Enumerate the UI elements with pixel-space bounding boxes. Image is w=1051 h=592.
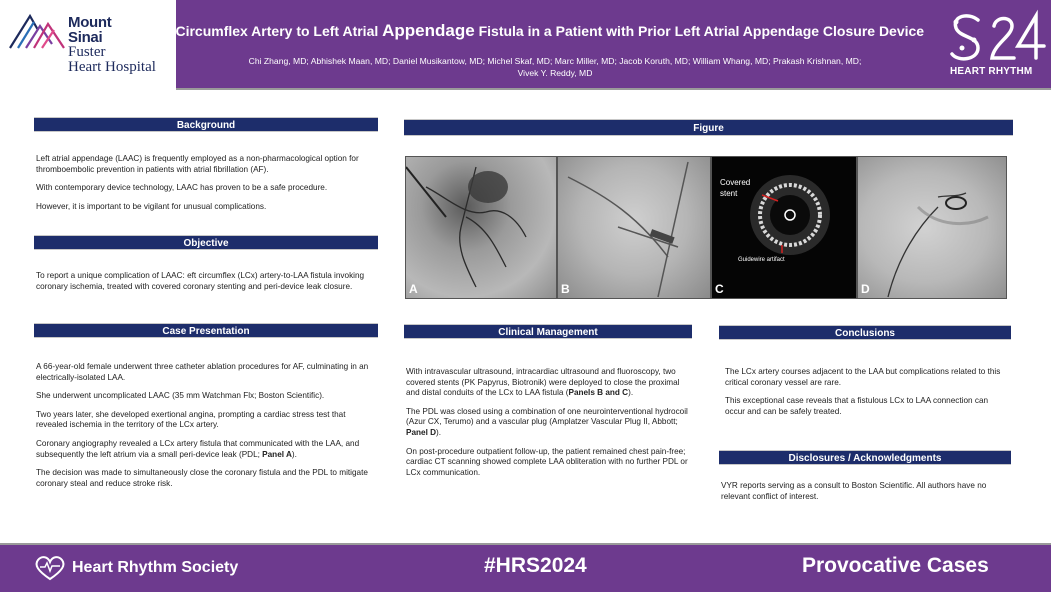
case-p4-text-a: Coronary angiography revealed a LCx artery fistula that communicated with the LAA, and subsequently the left atrium via a small peri-device leak (PDL; (36, 438, 360, 459)
figure-panel-a (405, 156, 557, 299)
objective-body (36, 271, 376, 300)
case-paragraph-4 (36, 439, 376, 460)
case-p4-panel-ref: Panel A (262, 449, 292, 459)
disclosures-paragraph-1: VYR reports serving as a consult to Boston Scientific. All authors have no relevant conflict of interest. (721, 481, 987, 501)
clinical-p1-text-c: ). (628, 388, 634, 398)
objective-heading: Objective (34, 235, 378, 250)
heart-globe-icon (34, 555, 66, 581)
mount-sinai-logo (0, 0, 176, 90)
logo-line-fuster: Fuster (68, 44, 106, 60)
clinical-management-heading: Clinical Management (404, 324, 692, 339)
background-paragraph-3: However, it is important to be vigilant for unusual complications. (36, 201, 267, 211)
figure-panels (405, 156, 1012, 299)
conclusions-paragraph-1: The LCx artery courses adjacent to the LAA but complications related to this critical coronary vessel are rare. (725, 367, 1001, 387)
poster-title (140, 21, 930, 41)
covered-stent-annotation: Covered stent (720, 178, 751, 198)
clinical-p2-text-a: The PDL was closed using a combination of one neurointerventional hydrocoil (Azur CX, Terumo) and a vascular plug (Amplatzer Vascular Plug II, Abbott; (406, 406, 688, 427)
conclusions-body (725, 367, 1009, 425)
guidewire-annotation: Guidewire artifact (738, 257, 785, 263)
clinical-paragraph-1 (406, 367, 692, 399)
clinical-p1-text-a: With intravascular ultrasound, intracardiac ultrasound and fluoroscopy, two covered stents (PK Papyrus, Biotronik) were deployed to close the proximal and distal conduits of the LCx to LAA fistula ( (406, 367, 680, 398)
case-p4-text-c: ). (291, 449, 297, 459)
hrs-2024-badge (944, 8, 1048, 80)
session-category: Provocative Cases (802, 554, 989, 577)
clinical-paragraph-3: On post-procedure outpatient follow-up, the patient remained chest pain-free; cardiac CT scanning showed complete LAA obliteration with no further PDL or LCx communication. (406, 446, 688, 477)
fluoroscopy-stent-image (558, 157, 711, 299)
hrs-badge-text: HEART RHYTHM (950, 66, 1033, 77)
poster-header (0, 0, 1051, 90)
clinical-management-body (406, 367, 692, 486)
hashtag: #HRS2024 (484, 554, 587, 577)
s24-logo-icon (944, 8, 1048, 68)
fluoroscopy-plug-image (858, 157, 1007, 299)
background-paragraph-2: With contemporary device technology, LAAC has proven to be a safe procedure. (36, 183, 328, 193)
author-list (220, 55, 890, 79)
clinical-p2-text-c: ). (436, 427, 442, 437)
authors-line-2: Vivek Y. Reddy, MD (517, 68, 593, 78)
figure-panel-b (557, 156, 711, 299)
background-paragraph-1: Left atrial appendage (LAAC) is frequently employed as a non-pharmacological option for thromboembolic prevention in patients with atrial fibrillation (AF). (36, 154, 359, 174)
panel-label-d: D (861, 282, 870, 296)
logo-line-sinai: Sinai (68, 29, 103, 46)
clinical-paragraph-2 (406, 407, 692, 439)
angiography-image (406, 157, 557, 299)
title-emphasis: Appendage (382, 21, 475, 40)
conclusions-heading: Conclusions (719, 325, 1011, 340)
figure-panel-d (857, 156, 1007, 299)
authors-line-1: Chi Zhang, MD; Abhishek Maan, MD; Daniel Musikantow, MD; Michel Skaf, MD; Marc Miller, MD; Jacob Koruth, MD; William Whang, MD; Prakash Krishnan, MD; (248, 56, 862, 66)
case-paragraph-1: A 66-year-old female underwent three catheter ablation procedures for AF, culminating in an electrically-isolated LAA. (36, 362, 369, 382)
logo-line-mount: Mount (68, 14, 112, 31)
panel-label-a: A (409, 282, 418, 296)
case-presentation-heading: Case Presentation (34, 323, 378, 338)
disclosures-body (721, 481, 1011, 510)
society-name: Heart Rhythm Society (72, 559, 239, 576)
clinical-p2-panel-ref: Panel D (406, 427, 437, 437)
disclosures-heading: Disclosures / Acknowledgments (719, 450, 1011, 465)
clinical-p1-panel-ref: Panels B and C (568, 388, 629, 398)
case-paragraph-2: She underwent uncomplicated LAAC (35 mm Watchman Flx; Boston Scientific). (36, 391, 325, 401)
heart-rhythm-society-logo (34, 555, 238, 581)
title-part-2: Fistula in a Patient with Prior Left Atrial Appendage Closure Device (474, 23, 925, 39)
background-heading: Background (34, 117, 378, 132)
case-presentation-body (36, 362, 376, 497)
title-part-1: Left Circumflex Artery to Left Atrial (145, 23, 383, 39)
logo-line-heart-hospital: Heart Hospital (68, 59, 156, 75)
case-paragraph-5: The decision was made to simultaneously close the coronary fistula and the PDL to mitigate coronary steal and reduce stroke risk. (36, 468, 368, 488)
figure-heading: Figure (404, 119, 1013, 136)
mount-sinai-mark-icon (8, 8, 66, 50)
panel-label-c: C (715, 282, 724, 296)
objective-paragraph-1: To report a unique complication of LAAC: eft circumflex (LCx) artery-to-LAA fistula invoking coronary ischemia, treated with covered coronary stenting and peri-device leak closure. (36, 271, 365, 291)
figure-panel-c (711, 156, 857, 299)
background-body (36, 154, 376, 220)
case-paragraph-3: Two years later, she developed exertional angina, prompting a cardiac stress test that revealed ischemia in the territory of the LCx artery. (36, 409, 346, 430)
poster-footer (0, 543, 1051, 592)
panel-label-b: B (561, 282, 570, 296)
conclusions-paragraph-2: This exceptional case reveals that a fistulous LCx to LAA connection can occur and can be safely treated. (725, 396, 989, 416)
